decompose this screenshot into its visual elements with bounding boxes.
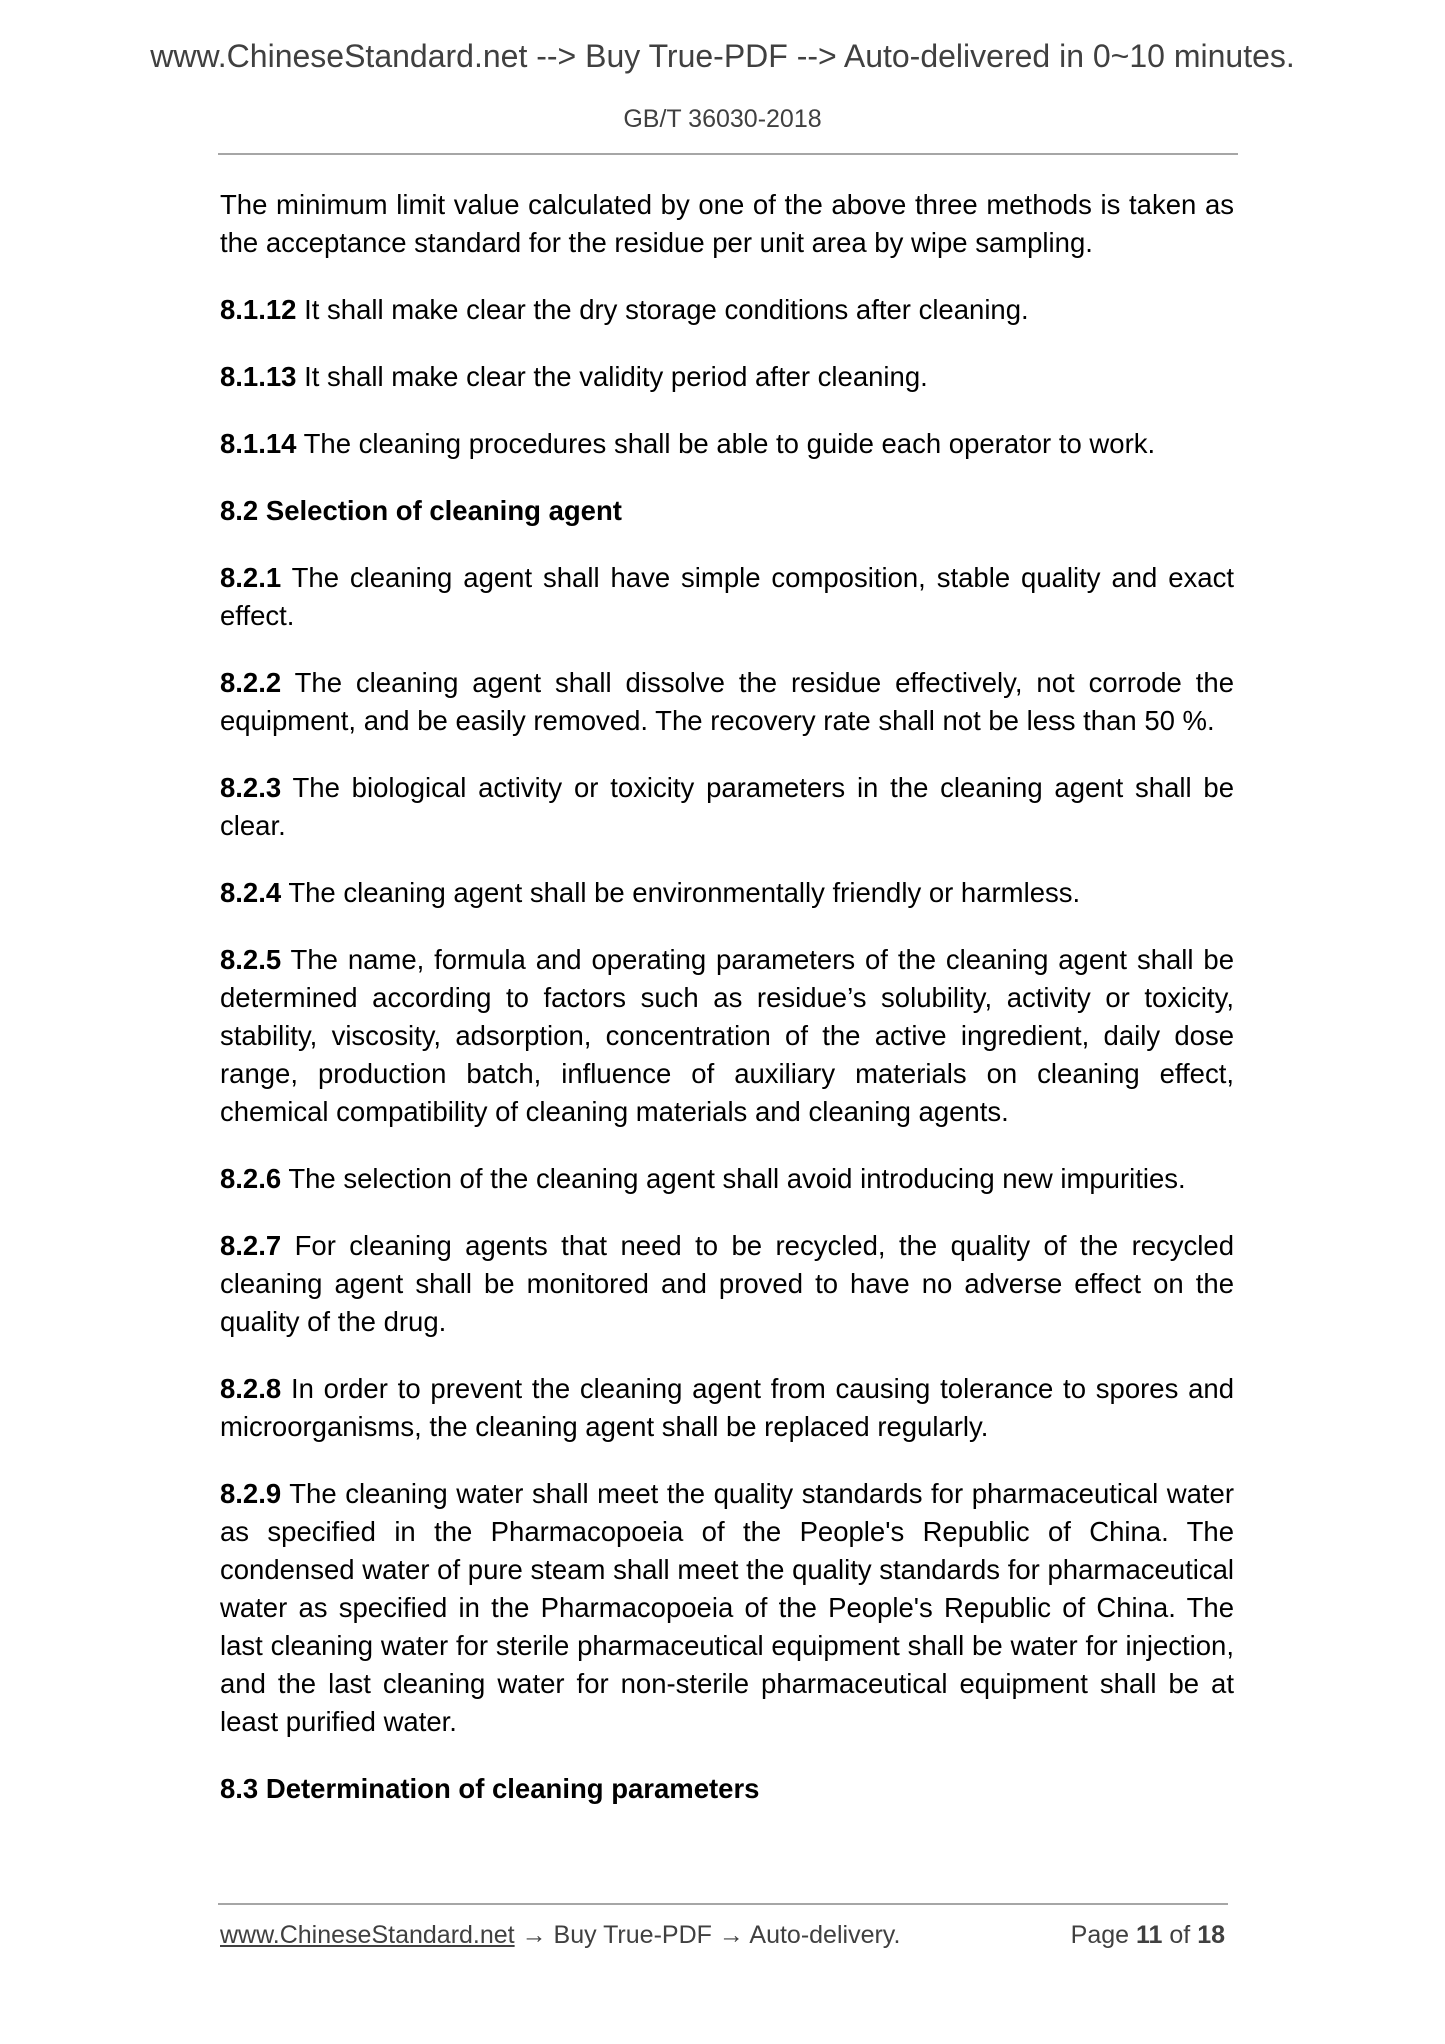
clause-text: It shall make clear the dry storage conditions after cleaning. xyxy=(296,294,1029,325)
page-label: Page xyxy=(1070,1921,1136,1949)
clause-8-2-8 xyxy=(220,1370,1234,1446)
clause-text: The cleaning agent shall have simple composition, stable quality and exact effect. xyxy=(220,562,1234,631)
top-banner: www.ChineseStandard.net --> Buy True-PDF --> Auto-delivered in 0~10 minutes. xyxy=(150,38,1295,74)
clause-number: 8.1.14 xyxy=(220,428,297,459)
clause-8-2-2 xyxy=(220,664,1234,740)
clause-number: 8.2.4 xyxy=(220,877,282,908)
clause-number: 8.1.13 xyxy=(220,361,297,392)
clause-8-1-13 xyxy=(220,358,1234,396)
clause-8-2-5 xyxy=(220,941,1234,1131)
clause-number: 8.2.5 xyxy=(220,944,282,975)
clause-text: The biological activity or toxicity parameters in the cleaning agent shall be clear. xyxy=(220,772,1234,841)
clause-8-2-9 xyxy=(220,1475,1234,1741)
page-footer xyxy=(220,1921,1225,1950)
clause-text: The cleaning agent shall be environmentally friendly or harmless. xyxy=(281,877,1081,908)
footer-tail: → Buy True-PDF → Auto-delivery. xyxy=(514,1921,901,1949)
section-heading-8-2: 8.2 Selection of cleaning agent xyxy=(220,495,622,526)
of-label: of xyxy=(1162,1921,1198,1949)
clause-number: 8.2.6 xyxy=(220,1163,282,1194)
clause-number: 8.2.8 xyxy=(220,1373,282,1404)
clause-text: The name, formula and operating parameters of the cleaning agent shall be determined according to factors such as residue’s solubility, activity or toxicity, stability, viscosity, adsorption, concentration of the active ingredient, daily dose range, production batch, influence of auxiliary materials on cleaning effect, chemical compatibility of cleaning materials and cleaning agents. xyxy=(220,944,1234,1127)
footer-text xyxy=(220,1921,900,1950)
intro-paragraph: The minimum limit value calculated by one of the above three methods is taken as the acceptance standard for the residue per unit area by wipe sampling. xyxy=(220,189,1234,258)
page-content xyxy=(220,186,1234,1837)
clause-number: 8.2.7 xyxy=(220,1230,282,1261)
clause-text: The cleaning agent shall dissolve the residue effectively, not corrode the equipment, and be easily removed. The recovery rate shall not be less than 50 %. xyxy=(220,667,1234,736)
header-divider xyxy=(218,153,1238,155)
section-heading-8-3: 8.3 Determination of cleaning parameters xyxy=(220,1773,760,1804)
clause-text: For cleaning agents that need to be recycled, the quality of the recycled cleaning agent shall be monitored and proved to have no adverse effect on the quality of the drug. xyxy=(220,1230,1234,1337)
clause-8-2-7 xyxy=(220,1227,1234,1341)
document-code: GB/T 36030-2018 xyxy=(623,105,822,133)
clause-8-2-3 xyxy=(220,769,1234,845)
clause-number: 8.2.1 xyxy=(220,562,282,593)
clause-number: 8.2.3 xyxy=(220,772,282,803)
footer-site-link[interactable]: www.ChineseStandard.net xyxy=(220,1921,515,1949)
clause-number: 8.2.9 xyxy=(220,1478,282,1509)
clause-text: It shall make clear the validity period after cleaning. xyxy=(296,361,928,392)
clause-text: The selection of the cleaning agent shall avoid introducing new impurities. xyxy=(281,1163,1186,1194)
page-number xyxy=(1071,1921,1225,1950)
total-pages: 18 xyxy=(1197,1921,1225,1949)
clause-number: 8.1.12 xyxy=(220,294,297,325)
clause-8-1-14 xyxy=(220,425,1234,463)
clause-text: The cleaning procedures shall be able to guide each operator to work. xyxy=(296,428,1156,459)
clause-text: In order to prevent the cleaning agent from causing tolerance to spores and microorganisms, the cleaning agent shall be replaced regularly. xyxy=(220,1373,1234,1442)
clause-8-2-1 xyxy=(220,559,1234,635)
footer-divider xyxy=(218,1903,1228,1905)
clause-8-1-12 xyxy=(220,291,1234,329)
clause-text: The cleaning water shall meet the quality standards for pharmaceutical water as specified in the Pharmacopoeia of the People's Republic of China. The condensed water of pure steam shall meet the quality standards for pharmaceutical water as specified in the Pharmacopoeia of the People's Republic of China. The last cleaning water for sterile pharmaceutical equipment shall be water for injection, and the last cleaning water for non-sterile pharmaceutical equipment shall be at least purified water. xyxy=(220,1478,1234,1737)
current-page: 11 xyxy=(1136,1921,1163,1949)
clause-8-2-4 xyxy=(220,874,1234,912)
clause-number: 8.2.2 xyxy=(220,667,282,698)
clause-8-2-6 xyxy=(220,1160,1234,1198)
